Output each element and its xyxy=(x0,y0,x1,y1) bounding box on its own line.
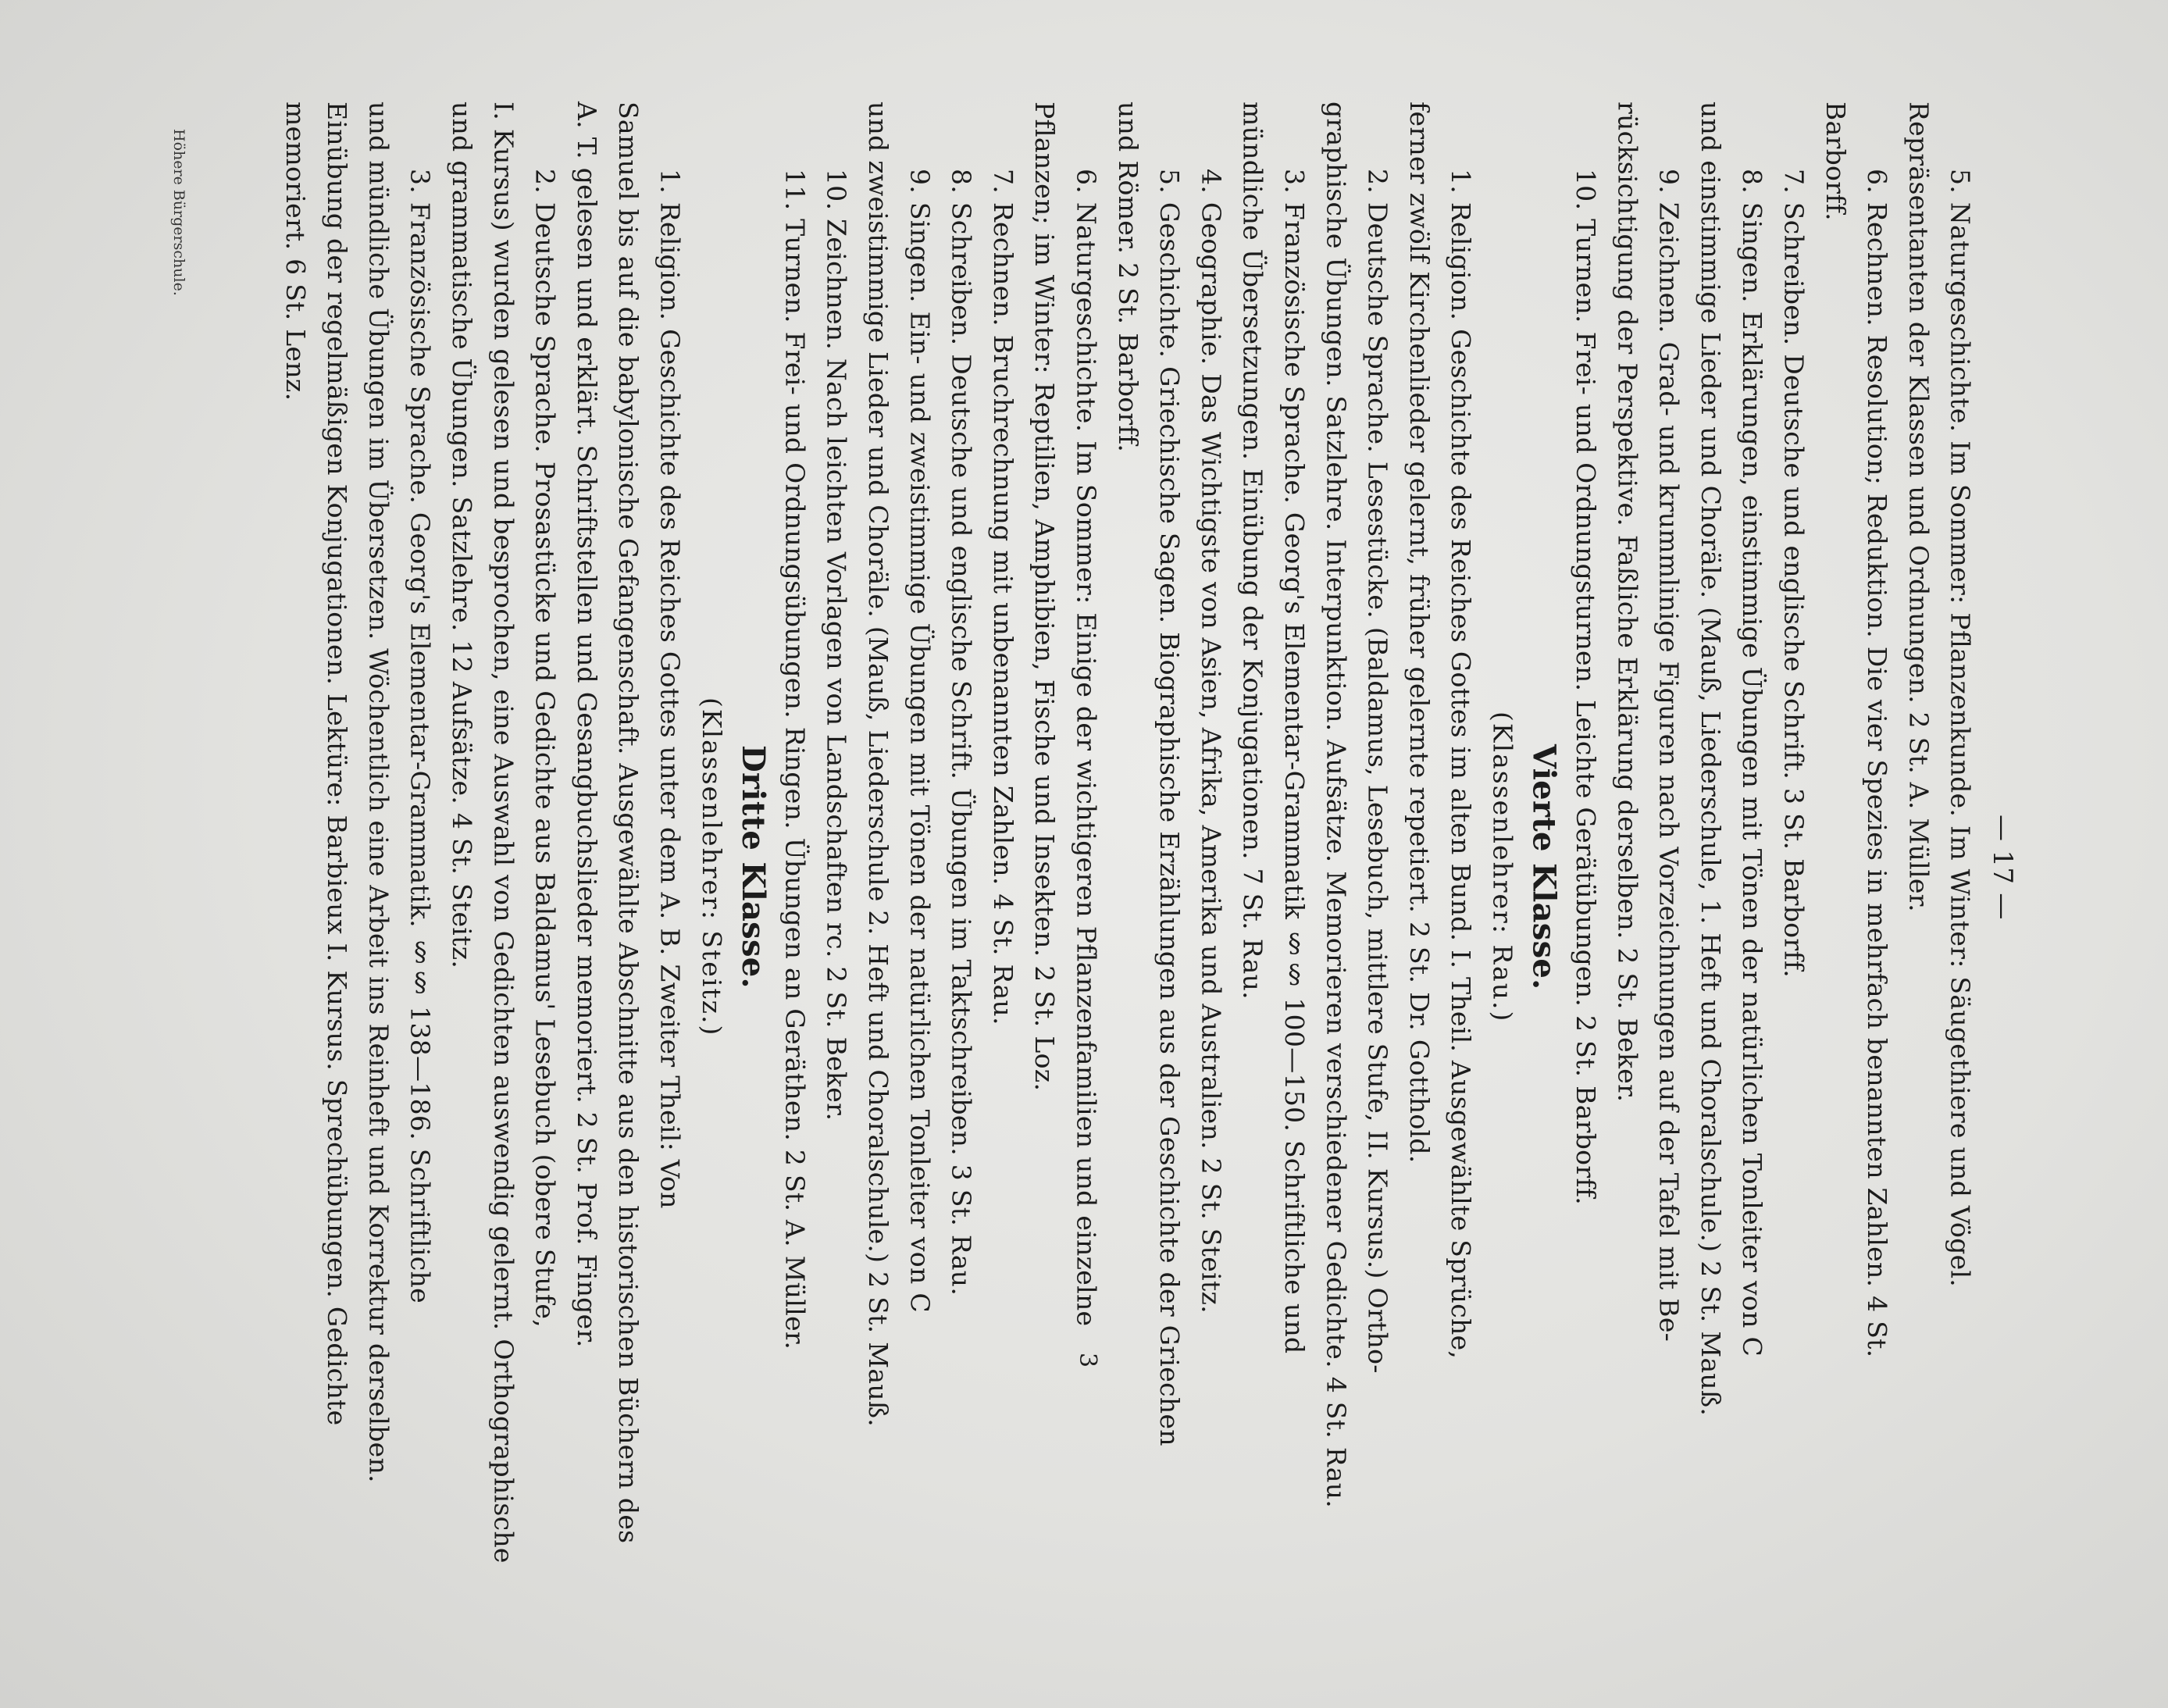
text-line: 7. Rechnen. Bruchrechnung mit unbenannten Zahlen. 4 St. Rau. xyxy=(987,168,1018,1025)
text-line: 1. Religion. Geschichte des Reiches Gottes im alten Bund. I. Theil. Ausgewählte Sprüche, xyxy=(1446,168,1477,1360)
text-line: 5. Naturgeschichte. Im Sommer: Pflanzenkunde. Im Winter: Säugethiere und Vögel. xyxy=(1945,168,1976,1287)
text-line: mündliche Übersetzungen. Einübung der Konjugationen. 7 St. Rau. xyxy=(1237,102,1268,1000)
text-line: Einübung der regelmäßigen Konjugationen. Lektüre: Barbieux I. Kursus. Sprechübungen. Gedichte xyxy=(322,102,353,1426)
text-line: 5. Geschichte. Griechische Sagen. Biographische Erzählungen aus der Geschichte der Griechen xyxy=(1154,168,1186,1446)
text-line: 9. Singen. Ein- und zweistimmige Übungen mit Tönen der natürlichen Tonleiter von C xyxy=(904,168,936,1313)
text-line: und zweistimmige Lieder und Choräle. (Mauß, Liederschule 2. Heft und Choralschule.) 2 St. Mauß. xyxy=(862,102,893,1428)
section-fifth-class-continued xyxy=(1565,102,1981,1632)
text-line: und grammatische Übungen. Satzlehre. 12 Aufsätze. 4 St. Steitz. xyxy=(447,102,478,969)
text-line: 4. Geographie. Das Wichtigste von Asien, Afrika, Amerika und Australien. 2 St. Steitz. xyxy=(1196,168,1227,1314)
text-line: 7. Schreiben. Deutsche und englische Schrift. 3 St. Barborff. xyxy=(1778,168,1810,978)
class-teacher-line: (Klassenlehrer: Steitz.) xyxy=(696,697,727,1037)
text-line: Barborff. xyxy=(1820,102,1851,221)
text-line: memoriert. 6 St. Lenz. xyxy=(280,102,311,401)
text-line: 2. Deutsche Sprache. Lesestücke. (Baldamus, Lesebuch, mittlere Stufe, II. Kursus.) Ortho- xyxy=(1362,168,1393,1374)
text-line: 11. Turnen. Frei- und Ordnungsübungen. Ringen. Übungen an Geräthen. 2 St. A. Müller. xyxy=(779,168,811,1350)
text-line: 6. Naturgeschichte. Im Sommer: Einige der wichtigeren Pflanzenfamilien und einzelne xyxy=(1071,168,1102,1327)
text-line: rücksichtigung der Perspektive. Faßliche Erklärung derselben. 2 St. Beker. xyxy=(1612,102,1643,1103)
text-line: graphische Übungen. Satzlehre. Interpunktion. Aufsätze. Memorieren verschiedener Gedichte. 4 St. Rau. xyxy=(1321,102,1352,1509)
text-line: 9. Zeichnen. Grad- und krummlinige Figuren nach Vorzeichnungen auf der Tafel mit Be- xyxy=(1653,168,1685,1342)
text-line: und einstimmige Lieder und Choräle. (Mauß, Liederschule, 1. Heft und Choralschule.) 2 St. Mauß. xyxy=(1695,102,1726,1417)
text-line: 8. Schreiben. Deutsche und englische Schrift. Übungen im Taktschreiben. 3 St. Rau. xyxy=(946,168,977,1296)
text-line: 2. Deutsche Sprache. Prosastücke und Gedichte aus Baldamus' Lesebuch (obere Stufe, xyxy=(530,168,561,1328)
text-line: Samuel bis auf die babylonische Gefangenschaft. Ausgewählte Abschnitte aus den historischen Büchern des xyxy=(613,102,644,1544)
sheet-signature: 3 xyxy=(1074,1353,1101,1368)
footer-note: Höhere Bürgerschule. xyxy=(170,129,187,296)
text-line: 1. Religion. Geschichte des Reiches Gottes unter dem A. B. Zweiter Theil: Von xyxy=(654,168,686,1209)
section-fourth-class xyxy=(774,102,1482,1632)
text-line: 10. Turnen. Frei- und Ordnungsturnen. Leichte Gerätübungen. 2 St. Barborff. xyxy=(1571,168,1602,1205)
text-line: 3. Französische Sprache. Georg's Elementar-Grammatik. §§ 138—186. Schriftliche xyxy=(405,168,436,1303)
text-line: und Römer. 2 St. Barborff. xyxy=(1112,102,1143,453)
text-line: Pflanzen; im Winter: Reptilien, Amphibien, Fische und Insekten. 2 St. Loz. xyxy=(1029,102,1061,1092)
text-line: 6. Rechnen. Resolution; Reduktion. Die vier Spezies in mehrfach benannten Zahlen. 4 St. xyxy=(1862,168,1893,1358)
class-teacher-line: (Klassenlehrer: Rau.) xyxy=(1487,711,1518,1023)
text-line: ferner zwölf Kirchenlieder gelernt, früher gelernte repetiert. 2 St. Dr. Gotthold. xyxy=(1403,102,1435,1164)
text-line: I. Kursus) wurden gelesen und besprochen, eine Auswahl von Gedichten auswendig gelernt. Orthographische xyxy=(488,102,519,1564)
page-number: — 17 — xyxy=(1987,814,2018,920)
section-heading-vierte-klasse: Vierte Klasse. xyxy=(1525,743,1563,990)
text-line: A. T. gelesen und erklärt. Schriftstellen und Gesangbuchslieder memoriert. 2 St. Prof. Finger. xyxy=(571,102,602,1348)
text-line: 3. Französische Sprache. Georg's Elementar-Grammatik §§ 100—150. Schriftliche und xyxy=(1278,168,1310,1354)
text-line: Repräsentanten der Klassen und Ordnungen. 2 St. A. Müller. xyxy=(1903,102,1934,912)
section-third-class xyxy=(275,102,691,1632)
text-line: und mündliche Übungen im Übersetzen. Wöchentlich eine Arbeit ins Reinheft und Korrektur derselben. xyxy=(363,102,394,1483)
text-line: 10. Zeichnen. Nach leichten Vorlagen von Landschaften rc. 2 St. Beker. xyxy=(821,168,852,1121)
text-line: 8. Singen. Erklärungen, einstimmige Übungen mit Tönen der natürlichen Tonleiter von C xyxy=(1737,168,1768,1357)
section-heading-dritte-klasse: Dritte Klasse. xyxy=(735,745,772,989)
page-text-rotated xyxy=(164,102,2023,1632)
